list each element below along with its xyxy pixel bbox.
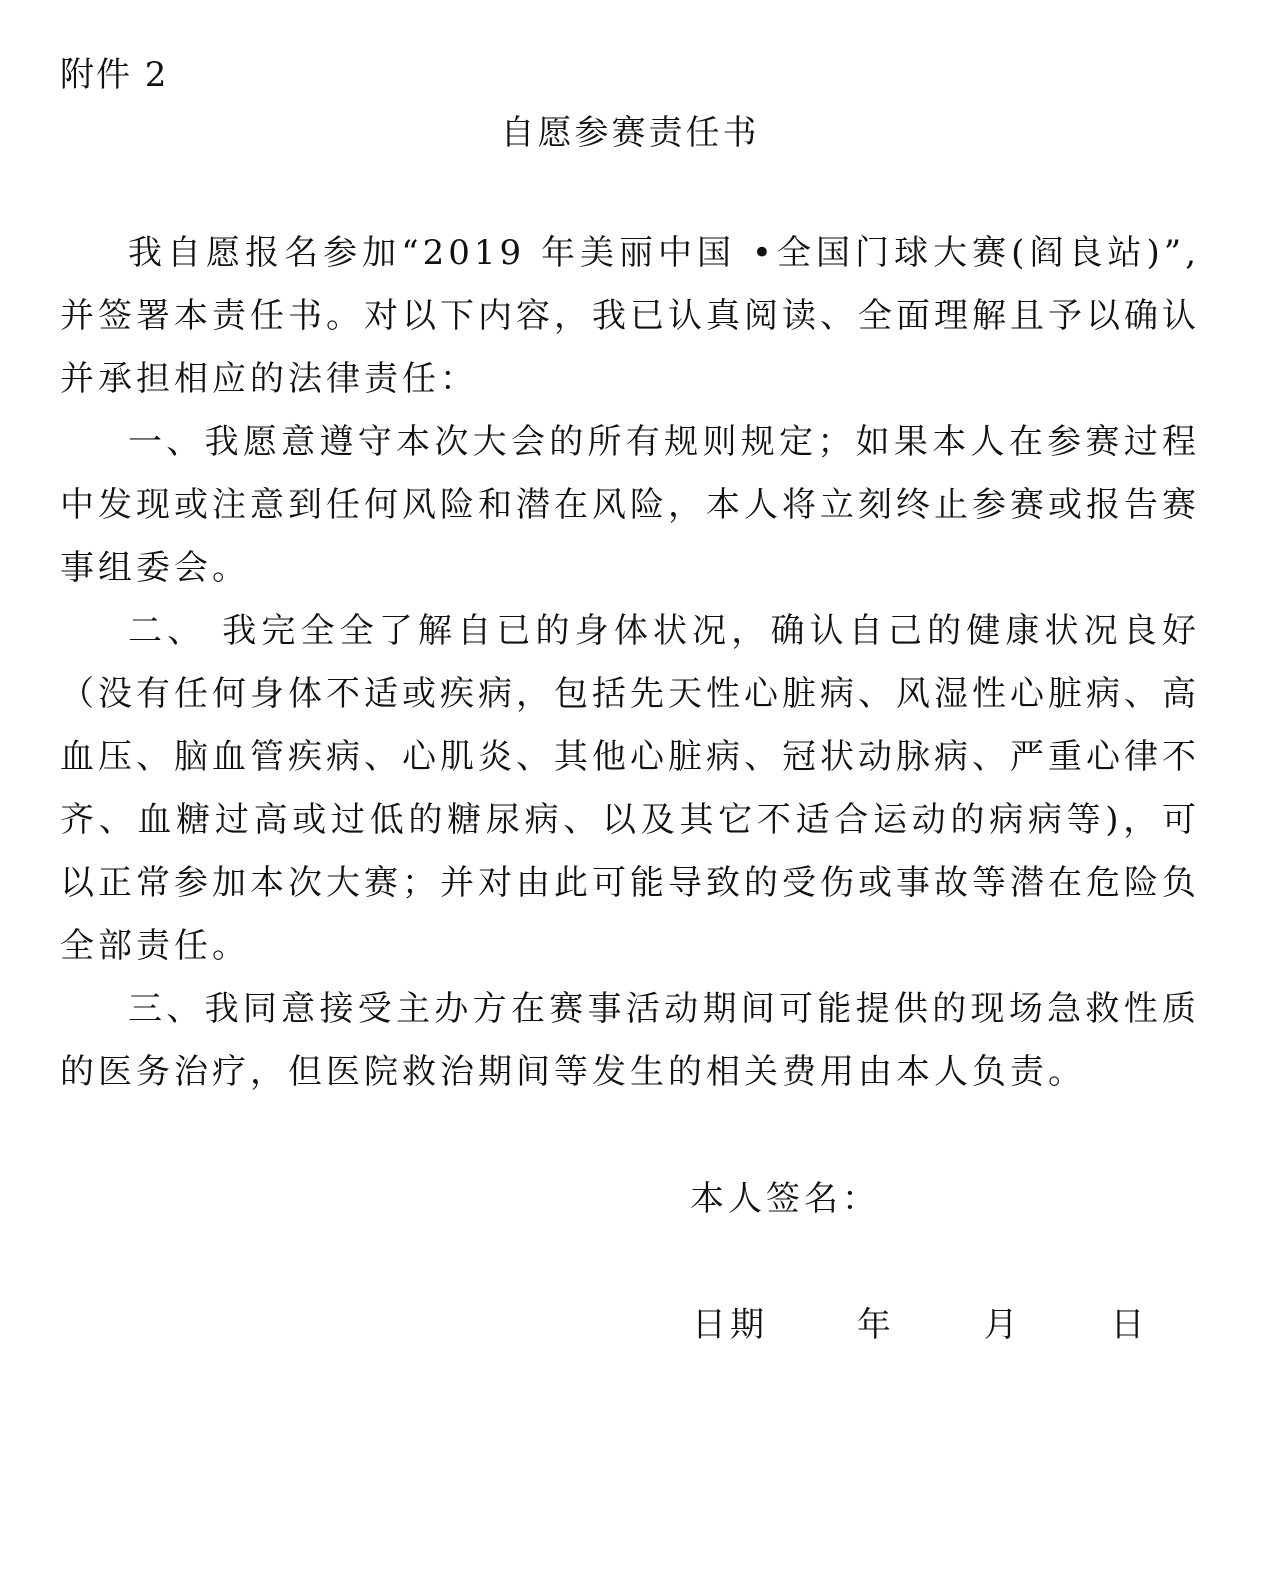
clause-three-paragraph: 三、我同意接受主办方在赛事活动期间可能提供的现场急救性质的医务治疗，但医院救治期间等发生的相关费用由本人负责。 [60,989,1200,1092]
attachment-label: 附件 2 [60,55,169,95]
document-body [60,222,1200,1104]
clause-two-paragraph: 二、 我完全全了解自已的身体状况，确认自己的健康状况良好（没有任何身体不适或疾病，包括先天性心脏病、风湿性心脏病、高血压、脑血管疾病、心肌炎、其他心脏病、冠状动脉病、严重心律不齐、血糖过高或过低的糖尿病、以及其它不适合运动的病病等)，可以正常参加本次大赛；并对由此可能导致的受伤或事故等潜在危险负全部责任。 [60,611,1200,966]
clause-one-paragraph: 一、我愿意遵守本次大会的所有规则规定；如果本人在参赛过程中发现或注意到任何风险和潜在风险，本人将立刻终止参赛或报告赛事组委会。 [60,422,1200,588]
intro-paragraph: 我自愿报名参加“2019 年美丽中国 •全国门球大赛(阎良站)”,并签署本责任书。对以下内容，我已认真阅读、全面理解且予以确认并承担相应的法律责任： [60,233,1200,399]
date-line: 日期 年 月 日 [692,1305,1149,1345]
signature-label: 本人签名： [690,1179,880,1219]
document-title: 自愿参赛责任书 [500,113,760,153]
